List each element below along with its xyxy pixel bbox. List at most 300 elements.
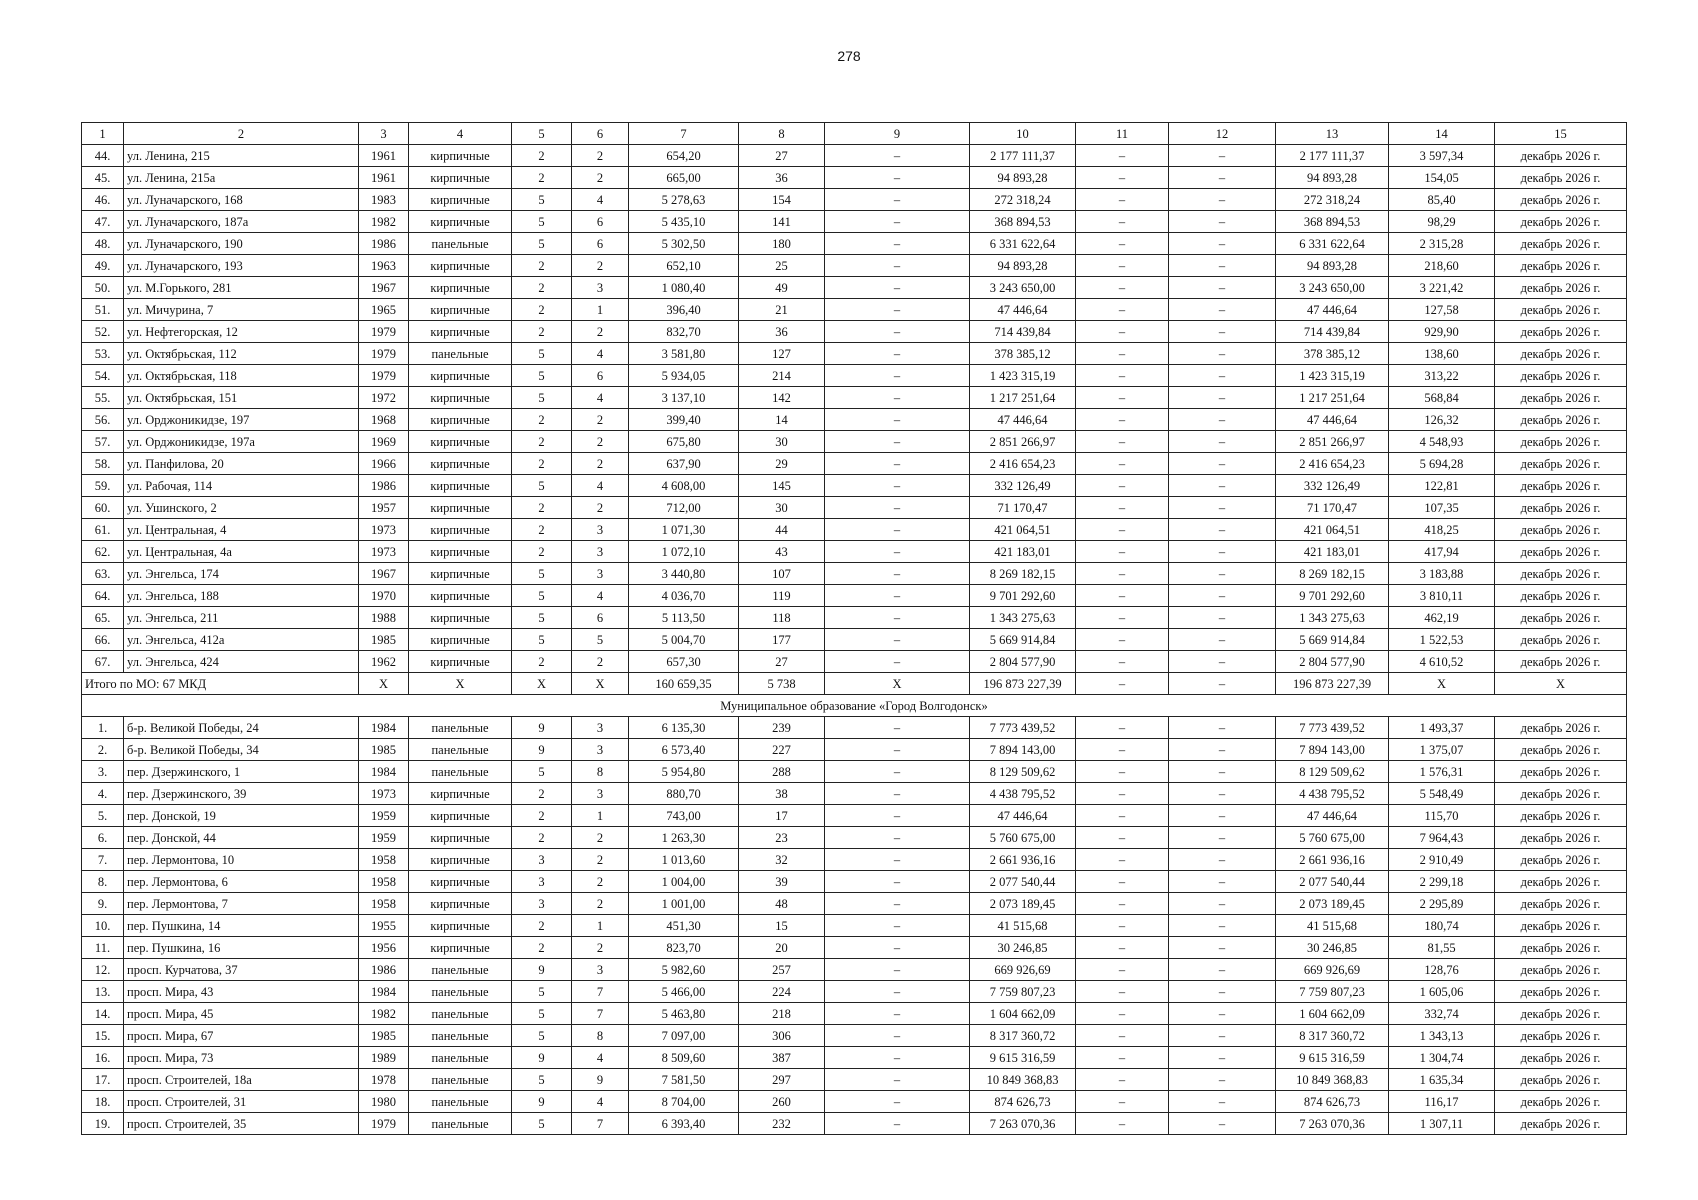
wall-material-cell: панельные	[409, 1113, 512, 1135]
address-cell: просп. Мира, 67	[124, 1025, 359, 1047]
cost-total-cell: 332 126,49	[970, 475, 1076, 497]
deadline-cell: декабрь 2026 г.	[1495, 607, 1627, 629]
column-number-header: 6	[572, 123, 629, 145]
year-cell: 1959	[359, 827, 409, 849]
col9-cell: –	[825, 717, 970, 739]
area-cell: 8 704,00	[629, 1091, 739, 1113]
cost-col13-cell: 2 851 266,97	[1276, 431, 1389, 453]
unit-cost-cell: 1 493,37	[1389, 717, 1495, 739]
area-cell: 6 573,40	[629, 739, 739, 761]
unit-cost-cell: 85,40	[1389, 189, 1495, 211]
wall-material-cell: кирпичные	[409, 299, 512, 321]
area-cell: 743,00	[629, 805, 739, 827]
address-cell: ул. Октябрьская, 151	[124, 387, 359, 409]
area-cell: 1 013,60	[629, 849, 739, 871]
row-number: 1.	[82, 717, 124, 739]
total-cell: 5 738	[739, 673, 825, 695]
col11-cell: –	[1076, 497, 1169, 519]
col9-cell: –	[825, 1047, 970, 1069]
residents-cell: 20	[739, 937, 825, 959]
area-cell: 654,20	[629, 145, 739, 167]
residents-cell: 27	[739, 651, 825, 673]
area-cell: 823,70	[629, 937, 739, 959]
address-cell: ул. Октябрьская, 118	[124, 365, 359, 387]
cost-col13-cell: 5 760 675,00	[1276, 827, 1389, 849]
cost-col13-cell: 714 439,84	[1276, 321, 1389, 343]
table-row	[82, 431, 1627, 453]
col11-cell: –	[1076, 519, 1169, 541]
row-number: 13.	[82, 981, 124, 1003]
col11-cell: –	[1076, 607, 1169, 629]
year-cell: 1968	[359, 409, 409, 431]
table-row	[82, 585, 1627, 607]
deadline-cell: декабрь 2026 г.	[1495, 563, 1627, 585]
deadline-cell: декабрь 2026 г.	[1495, 255, 1627, 277]
row-number: 47.	[82, 211, 124, 233]
deadline-cell: декабрь 2026 г.	[1495, 761, 1627, 783]
area-cell: 3 440,80	[629, 563, 739, 585]
unit-cost-cell: 3 183,88	[1389, 563, 1495, 585]
cost-total-cell: 669 926,69	[970, 959, 1076, 981]
cost-total-cell: 6 331 622,64	[970, 233, 1076, 255]
col12-cell: –	[1169, 343, 1276, 365]
unit-cost-cell: 218,60	[1389, 255, 1495, 277]
address-cell: просп. Строителей, 31	[124, 1091, 359, 1113]
cost-total-cell: 5 669 914,84	[970, 629, 1076, 651]
col12-cell: –	[1169, 475, 1276, 497]
floors-cell: 5	[512, 761, 572, 783]
address-cell: ул. Луначарского, 193	[124, 255, 359, 277]
col9-cell: –	[825, 981, 970, 1003]
unit-cost-cell: 1 307,11	[1389, 1113, 1495, 1135]
col12-cell: –	[1169, 585, 1276, 607]
floors-cell: 9	[512, 739, 572, 761]
residents-cell: 17	[739, 805, 825, 827]
year-cell: 1978	[359, 1069, 409, 1091]
col9-cell: –	[825, 651, 970, 673]
entrances-cell: 2	[572, 255, 629, 277]
residents-cell: 119	[739, 585, 825, 607]
col9-cell: –	[825, 321, 970, 343]
col11-cell: –	[1076, 827, 1169, 849]
floors-cell: 2	[512, 519, 572, 541]
table-row	[82, 937, 1627, 959]
wall-material-cell: кирпичные	[409, 805, 512, 827]
wall-material-cell: панельные	[409, 1091, 512, 1113]
total-cell: X	[512, 673, 572, 695]
col12-cell: –	[1169, 1091, 1276, 1113]
cost-col13-cell: 1 423 315,19	[1276, 365, 1389, 387]
floors-cell: 5	[512, 607, 572, 629]
col11-cell: –	[1076, 167, 1169, 189]
wall-material-cell: панельные	[409, 1069, 512, 1091]
cost-col13-cell: 5 669 914,84	[1276, 629, 1389, 651]
residents-cell: 39	[739, 871, 825, 893]
floors-cell: 2	[512, 431, 572, 453]
deadline-cell: декабрь 2026 г.	[1495, 739, 1627, 761]
cost-col13-cell: 368 894,53	[1276, 211, 1389, 233]
col12-cell: –	[1169, 409, 1276, 431]
row-number: 18.	[82, 1091, 124, 1113]
total-cell: X	[1389, 673, 1495, 695]
year-cell: 1961	[359, 167, 409, 189]
year-cell: 1956	[359, 937, 409, 959]
col9-cell: –	[825, 167, 970, 189]
cost-col13-cell: 10 849 368,83	[1276, 1069, 1389, 1091]
column-number-header: 4	[409, 123, 512, 145]
floors-cell: 5	[512, 585, 572, 607]
deadline-cell: декабрь 2026 г.	[1495, 233, 1627, 255]
col11-cell: –	[1076, 871, 1169, 893]
row-number: 65.	[82, 607, 124, 629]
area-cell: 1 263,30	[629, 827, 739, 849]
residents-cell: 107	[739, 563, 825, 585]
col11-cell: –	[1076, 849, 1169, 871]
residents-cell: 29	[739, 453, 825, 475]
address-cell: пер. Лермонтова, 10	[124, 849, 359, 871]
residents-cell: 232	[739, 1113, 825, 1135]
residents-cell: 387	[739, 1047, 825, 1069]
floors-cell: 2	[512, 651, 572, 673]
entrances-cell: 6	[572, 211, 629, 233]
wall-material-cell: кирпичные	[409, 145, 512, 167]
area-cell: 5 302,50	[629, 233, 739, 255]
deadline-cell: декабрь 2026 г.	[1495, 1003, 1627, 1025]
column-number-header: 5	[512, 123, 572, 145]
year-cell: 1959	[359, 805, 409, 827]
cost-total-cell: 10 849 368,83	[970, 1069, 1076, 1091]
residents-cell: 154	[739, 189, 825, 211]
entrances-cell: 1	[572, 915, 629, 937]
col12-cell: –	[1169, 739, 1276, 761]
cost-total-cell: 94 893,28	[970, 255, 1076, 277]
floors-cell: 9	[512, 1091, 572, 1113]
deadline-cell: декабрь 2026 г.	[1495, 211, 1627, 233]
deadline-cell: декабрь 2026 г.	[1495, 1069, 1627, 1091]
col12-cell: –	[1169, 1025, 1276, 1047]
residents-cell: 224	[739, 981, 825, 1003]
address-cell: ул. Луначарского, 187а	[124, 211, 359, 233]
row-number: 11.	[82, 937, 124, 959]
address-cell: пер. Донской, 44	[124, 827, 359, 849]
residents-cell: 30	[739, 497, 825, 519]
col12-cell: –	[1169, 893, 1276, 915]
cost-total-cell: 7 894 143,00	[970, 739, 1076, 761]
residents-cell: 214	[739, 365, 825, 387]
address-cell: б-р. Великой Победы, 24	[124, 717, 359, 739]
entrances-cell: 4	[572, 1091, 629, 1113]
floors-cell: 2	[512, 541, 572, 563]
entrances-cell: 4	[572, 189, 629, 211]
wall-material-cell: кирпичные	[409, 211, 512, 233]
wall-material-cell: кирпичные	[409, 167, 512, 189]
residents-cell: 38	[739, 783, 825, 805]
col12-cell: –	[1169, 651, 1276, 673]
cost-col13-cell: 3 243 650,00	[1276, 277, 1389, 299]
floors-cell: 2	[512, 937, 572, 959]
deadline-cell: декабрь 2026 г.	[1495, 585, 1627, 607]
cost-col13-cell: 378 385,12	[1276, 343, 1389, 365]
cost-col13-cell: 421 064,51	[1276, 519, 1389, 541]
table-row	[82, 651, 1627, 673]
cost-total-cell: 368 894,53	[970, 211, 1076, 233]
total-label: Итого по МО: 67 МКД	[82, 673, 359, 695]
deadline-cell: декабрь 2026 г.	[1495, 431, 1627, 453]
table-row	[82, 717, 1627, 739]
unit-cost-cell: 115,70	[1389, 805, 1495, 827]
unit-cost-cell: 4 548,93	[1389, 431, 1495, 453]
area-cell: 1 001,00	[629, 893, 739, 915]
address-cell: просп. Мира, 43	[124, 981, 359, 1003]
address-cell: пер. Пушкина, 16	[124, 937, 359, 959]
cost-total-cell: 874 626,73	[970, 1091, 1076, 1113]
col12-cell: –	[1169, 233, 1276, 255]
floors-cell: 2	[512, 827, 572, 849]
unit-cost-cell: 107,35	[1389, 497, 1495, 519]
year-cell: 1958	[359, 849, 409, 871]
wall-material-cell: кирпичные	[409, 783, 512, 805]
wall-material-cell: кирпичные	[409, 563, 512, 585]
total-cell: 196 873 227,39	[970, 673, 1076, 695]
col11-cell: –	[1076, 959, 1169, 981]
col9-cell: –	[825, 805, 970, 827]
entrances-cell: 2	[572, 321, 629, 343]
residents-cell: 15	[739, 915, 825, 937]
address-cell: ул. Луначарского, 168	[124, 189, 359, 211]
entrances-cell: 3	[572, 519, 629, 541]
table-row	[82, 475, 1627, 497]
unit-cost-cell: 1 605,06	[1389, 981, 1495, 1003]
unit-cost-cell: 7 964,43	[1389, 827, 1495, 849]
area-cell: 4 036,70	[629, 585, 739, 607]
table-row	[82, 211, 1627, 233]
wall-material-cell: кирпичные	[409, 541, 512, 563]
floors-cell: 2	[512, 805, 572, 827]
entrances-cell: 2	[572, 827, 629, 849]
address-cell: ул. Центральная, 4а	[124, 541, 359, 563]
floors-cell: 2	[512, 299, 572, 321]
floors-cell: 5	[512, 211, 572, 233]
year-cell: 1973	[359, 541, 409, 563]
deadline-cell: декабрь 2026 г.	[1495, 365, 1627, 387]
cost-col13-cell: 421 183,01	[1276, 541, 1389, 563]
col11-cell: –	[1076, 541, 1169, 563]
cost-col13-cell: 94 893,28	[1276, 167, 1389, 189]
deadline-cell: декабрь 2026 г.	[1495, 915, 1627, 937]
floors-cell: 3	[512, 871, 572, 893]
year-cell: 1985	[359, 1025, 409, 1047]
total-cell: –	[1169, 673, 1276, 695]
unit-cost-cell: 332,74	[1389, 1003, 1495, 1025]
total-cell: X	[572, 673, 629, 695]
col12-cell: –	[1169, 167, 1276, 189]
floors-cell: 3	[512, 849, 572, 871]
year-cell: 1967	[359, 277, 409, 299]
col9-cell: –	[825, 541, 970, 563]
deadline-cell: декабрь 2026 г.	[1495, 189, 1627, 211]
area-cell: 1 080,40	[629, 277, 739, 299]
row-number: 3.	[82, 761, 124, 783]
page-number: 278	[837, 48, 861, 64]
address-cell: пер. Лермонтова, 6	[124, 871, 359, 893]
unit-cost-cell: 138,60	[1389, 343, 1495, 365]
residents-cell: 32	[739, 849, 825, 871]
residents-cell: 257	[739, 959, 825, 981]
cost-total-cell: 7 759 807,23	[970, 981, 1076, 1003]
col11-cell: –	[1076, 343, 1169, 365]
address-cell: ул. Энгельса, 412а	[124, 629, 359, 651]
cost-total-cell: 41 515,68	[970, 915, 1076, 937]
year-cell: 1979	[359, 365, 409, 387]
entrances-cell: 2	[572, 893, 629, 915]
residents-cell: 297	[739, 1069, 825, 1091]
area-cell: 5 934,05	[629, 365, 739, 387]
wall-material-cell: кирпичные	[409, 607, 512, 629]
col12-cell: –	[1169, 431, 1276, 453]
residents-cell: 141	[739, 211, 825, 233]
entrances-cell: 2	[572, 497, 629, 519]
residents-cell: 23	[739, 827, 825, 849]
address-cell: ул. Энгельса, 424	[124, 651, 359, 673]
cost-col13-cell: 7 759 807,23	[1276, 981, 1389, 1003]
col9-cell: –	[825, 893, 970, 915]
unit-cost-cell: 1 343,13	[1389, 1025, 1495, 1047]
wall-material-cell: кирпичные	[409, 321, 512, 343]
year-cell: 1979	[359, 321, 409, 343]
column-number-header: 12	[1169, 123, 1276, 145]
col12-cell: –	[1169, 1047, 1276, 1069]
cost-total-cell: 421 064,51	[970, 519, 1076, 541]
col9-cell: –	[825, 145, 970, 167]
deadline-cell: декабрь 2026 г.	[1495, 959, 1627, 981]
deadline-cell: декабрь 2026 г.	[1495, 717, 1627, 739]
total-cell: X	[359, 673, 409, 695]
row-number: 2.	[82, 739, 124, 761]
year-cell: 1969	[359, 431, 409, 453]
table-row	[82, 167, 1627, 189]
col9-cell: –	[825, 739, 970, 761]
unit-cost-cell: 1 576,31	[1389, 761, 1495, 783]
column-number-header: 2	[124, 123, 359, 145]
table-row	[82, 189, 1627, 211]
floors-cell: 2	[512, 915, 572, 937]
cost-col13-cell: 8 129 509,62	[1276, 761, 1389, 783]
row-number: 51.	[82, 299, 124, 321]
entrances-cell: 8	[572, 761, 629, 783]
row-number: 7.	[82, 849, 124, 871]
cost-total-cell: 4 438 795,52	[970, 783, 1076, 805]
col11-cell: –	[1076, 893, 1169, 915]
wall-material-cell: кирпичные	[409, 651, 512, 673]
entrances-cell: 8	[572, 1025, 629, 1047]
col12-cell: –	[1169, 299, 1276, 321]
wall-material-cell: кирпичные	[409, 387, 512, 409]
unit-cost-cell: 1 522,53	[1389, 629, 1495, 651]
row-number: 46.	[82, 189, 124, 211]
floors-cell: 2	[512, 783, 572, 805]
year-cell: 1965	[359, 299, 409, 321]
table-row	[82, 805, 1627, 827]
floors-cell: 5	[512, 1113, 572, 1135]
section-row	[82, 695, 1627, 717]
row-number: 14.	[82, 1003, 124, 1025]
floors-cell: 5	[512, 629, 572, 651]
table-row	[82, 453, 1627, 475]
col12-cell: –	[1169, 783, 1276, 805]
year-cell: 1984	[359, 981, 409, 1003]
cost-total-cell: 47 446,64	[970, 409, 1076, 431]
cost-total-cell: 9 615 316,59	[970, 1047, 1076, 1069]
cost-col13-cell: 1 343 275,63	[1276, 607, 1389, 629]
col12-cell: –	[1169, 629, 1276, 651]
deadline-cell: декабрь 2026 г.	[1495, 453, 1627, 475]
residents-cell: 25	[739, 255, 825, 277]
year-cell: 1988	[359, 607, 409, 629]
col9-cell: –	[825, 607, 970, 629]
col9-cell: –	[825, 1003, 970, 1025]
total-cell: X	[409, 673, 512, 695]
cost-col13-cell: 94 893,28	[1276, 255, 1389, 277]
wall-material-cell: кирпичные	[409, 937, 512, 959]
col12-cell: –	[1169, 255, 1276, 277]
table-row	[82, 343, 1627, 365]
col9-cell: –	[825, 453, 970, 475]
col12-cell: –	[1169, 453, 1276, 475]
residents-cell: 227	[739, 739, 825, 761]
year-cell: 1961	[359, 145, 409, 167]
residents-cell: 14	[739, 409, 825, 431]
entrances-cell: 6	[572, 607, 629, 629]
residents-cell: 288	[739, 761, 825, 783]
area-cell: 7 097,00	[629, 1025, 739, 1047]
year-cell: 1982	[359, 1003, 409, 1025]
col9-cell: –	[825, 387, 970, 409]
area-cell: 5 435,10	[629, 211, 739, 233]
col11-cell: –	[1076, 211, 1169, 233]
col11-cell: –	[1076, 783, 1169, 805]
area-cell: 3 581,80	[629, 343, 739, 365]
floors-cell: 5	[512, 343, 572, 365]
area-cell: 7 581,50	[629, 1069, 739, 1091]
column-number-header: 10	[970, 123, 1076, 145]
unit-cost-cell: 313,22	[1389, 365, 1495, 387]
col11-cell: –	[1076, 1047, 1169, 1069]
deadline-cell: декабрь 2026 г.	[1495, 497, 1627, 519]
deadline-cell: декабрь 2026 г.	[1495, 409, 1627, 431]
col12-cell: –	[1169, 519, 1276, 541]
cost-col13-cell: 2 077 540,44	[1276, 871, 1389, 893]
residents-cell: 21	[739, 299, 825, 321]
floors-cell: 5	[512, 387, 572, 409]
cost-col13-cell: 47 446,64	[1276, 299, 1389, 321]
address-cell: ул. М.Горького, 281	[124, 277, 359, 299]
year-cell: 1985	[359, 739, 409, 761]
col12-cell: –	[1169, 849, 1276, 871]
col9-cell: –	[825, 1113, 970, 1135]
wall-material-cell: кирпичные	[409, 585, 512, 607]
wall-material-cell: кирпичные	[409, 365, 512, 387]
year-cell: 1984	[359, 717, 409, 739]
wall-material-cell: панельные	[409, 233, 512, 255]
entrances-cell: 5	[572, 629, 629, 651]
floors-cell: 5	[512, 1003, 572, 1025]
entrances-cell: 3	[572, 783, 629, 805]
col12-cell: –	[1169, 937, 1276, 959]
col11-cell: –	[1076, 805, 1169, 827]
residents-cell: 260	[739, 1091, 825, 1113]
floors-cell: 2	[512, 453, 572, 475]
entrances-cell: 2	[572, 453, 629, 475]
